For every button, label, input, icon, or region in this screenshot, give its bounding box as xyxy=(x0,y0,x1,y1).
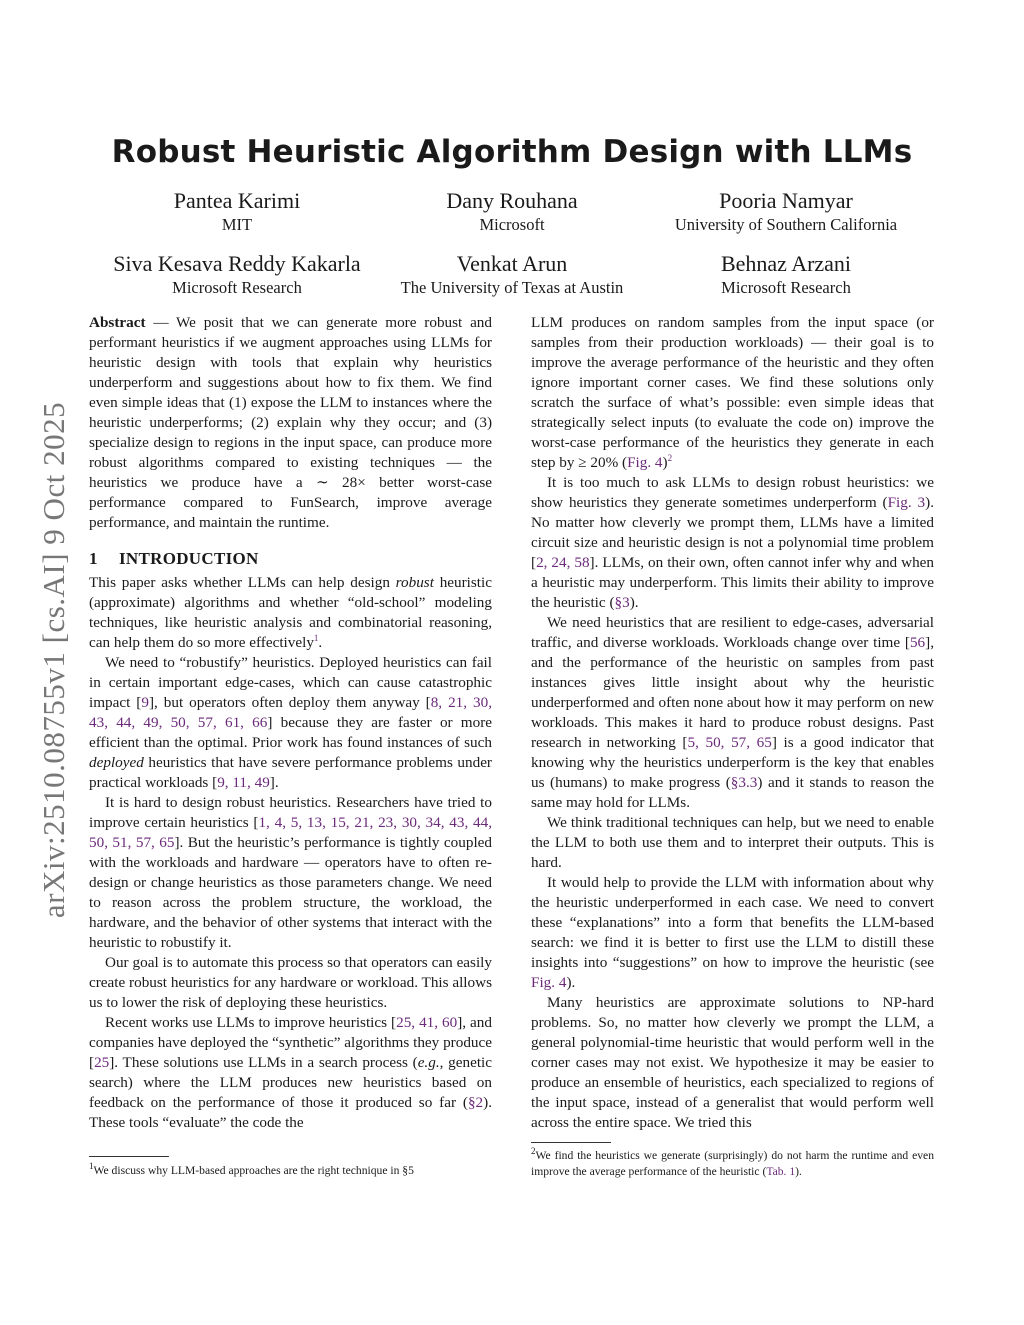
footnote-mark: 1 xyxy=(89,1161,94,1172)
section-title: INTRODUCTION xyxy=(119,549,259,568)
citation-link[interactable]: 56 xyxy=(909,634,926,651)
author-affiliation: Microsoft Research xyxy=(721,278,851,297)
section-heading-introduction xyxy=(89,549,492,569)
intro-paragraph-5: Recent works use LLMs to improve heuristics [25, 41, 60], and companies have deployed the “synthetic” algorithms they produce [25]. These solutions use LLMs in a search process (e.g., genetic search) where the LLM produces new heuristics based on feedback on the performance of those it produced so far (§2). These tools “evaluate” the code the xyxy=(89,1014,493,1131)
footnote-ref[interactable]: 1 xyxy=(313,632,319,643)
section-link[interactable]: §2 xyxy=(467,1094,484,1111)
footnote-text: We discuss why LLM-based approaches are the right technique in §5 xyxy=(93,1164,414,1177)
citation-link[interactable]: 1, 4, 5, 13, 15, 21, 23, 30, 34, 43, 44, 50, 51, 57, 65 xyxy=(89,814,492,851)
figure-link[interactable]: Fig. 4 xyxy=(627,454,663,471)
author-name: Dany Rouhana xyxy=(446,188,578,213)
intro-paragraph-4: Our goal is to automate this process so that operators can easily create robust heuristics for any hardware or workload. This allows us to lower the risk of deploying these heuristics. xyxy=(89,954,492,1011)
intro-paragraph-10: It would help to provide the LLM with information about why the heuristic underperformed in each case. We need to convert these “explanations” into a form that benefits the LLM-based search: we find it is better to first use the LLM to distill these insights into “suggestions” on how to improve the heuristic (see Fig. 4). xyxy=(531,874,934,991)
abstract xyxy=(89,313,492,533)
intro-paragraph-7: It is too much to ask LLMs to design robust heuristics: we show heuristics they generate sometimes underperform (Fig. 3). No matter how cleverly we prompt them, LLMs have a limited circuit size and heuristic design is not a polynomial time problem [2, 24, 58]. LLMs, on their own, often cannot infer why and when a heuristic may underperform. This limits their ability to improve the heuristic (§3). xyxy=(531,474,934,611)
footnote-1 xyxy=(89,1163,492,1179)
author-block xyxy=(392,188,632,236)
paper-title: Robust Heuristic Algorithm Design with LLMs xyxy=(111,134,913,170)
footnote-mark: 2 xyxy=(531,1146,536,1157)
abstract-label: Abstract xyxy=(89,314,146,331)
footnote-ref[interactable]: 2 xyxy=(667,452,673,463)
author-name: Behnaz Arzani xyxy=(720,251,852,276)
section-link[interactable]: §3 xyxy=(614,594,630,611)
footnote-rule xyxy=(531,1142,611,1143)
author-affiliation: Microsoft Research xyxy=(172,278,302,297)
intro-paragraph-3: It is hard to design robust heuristics. Researchers have tried to improve certain heuristics [1, 4, 5, 13, 15, 21, 23, 30, 34, 43, 44, 50, 51, 57, 65]. But the heuristic’s performance is tightly coupled with the workloads and hardware — operators have to often re-design or change heuristics as those parameters change. We need to reason across the problem structure, the workload, the hardware, and the behavior of other systems that interact with the heuristic to robustify it. xyxy=(89,794,493,951)
intro-paragraph-2: We need to “robustify” heuristics. Deployed heuristics can fail in certain important edge-cases, which can cause catastrophic impact [9], but operators often deploy them anyway [8, 21, 30, 43, 44, 49, 50, 57, 61, 66] because they are faster or more efficient than the optimal. Prior work has found instances of such deployed heuristics that have severe performance problems under practical workloads [9, 11, 49]. xyxy=(89,654,493,791)
author-affiliation: MIT xyxy=(221,215,253,234)
citation-link[interactable]: 9 xyxy=(141,694,149,711)
author-affiliation: Microsoft xyxy=(479,215,545,234)
author-block xyxy=(676,251,896,299)
citation-link[interactable]: 25 xyxy=(94,1054,110,1071)
citation-link[interactable]: 25, 41, 60 xyxy=(396,1014,458,1031)
footnote-2: $^2$We find the heuristics we generate (surprisingly) do not harm the runtime and even improve the average performance of the heuristic (Tab. 1). xyxy=(531,1146,934,1178)
footnote-rule xyxy=(89,1156,169,1157)
figure-link[interactable]: Fig. 4 xyxy=(531,974,567,991)
citation-link[interactable]: 9, 11, 49 xyxy=(217,774,270,791)
table-link[interactable]: Tab. 1 xyxy=(766,1165,796,1178)
right-column xyxy=(531,313,934,1133)
intro-paragraph-6: LLM produces on random samples from the input space (or samples from their production workloads) — their goal is to improve the average performance of the heuristic and they often ignore important corner cases. We find these solutions only scratch the surface of what’s possible: even simple ideas that strategically select inputs (to evaluate the code on) improve the worst-case performance of the heuristics they generate in each step by ≥ 20% (Fig. 4)$^2$ xyxy=(531,314,934,471)
author-block xyxy=(97,251,377,299)
citation-link[interactable]: 5, 50, 57, 65 xyxy=(687,734,772,751)
intro-paragraph-8: We need heuristics that are resilient to edge-cases, adversarial traffic, and diverse workloads. Workloads change over time [56], and the performance of the heuristic on samples from past instances gives little insight about why the heuristic underperformed and often none about how it may perform on new workloads. This makes it hard to produce robust designs. Past research in networking [5, 50, 57, 65] is a good indicator that knowing why the heuristics underperform is the key that enables us (humans) to make progress (§3.3) and it stands to reason the same may hold for LLMs. xyxy=(531,614,934,811)
author-block xyxy=(646,188,926,236)
intro-paragraph-9: We think traditional techniques can help, but we need to enable the LLM to both use them and to interpret their outputs. This is hard. xyxy=(531,814,934,871)
arxiv-stamp-text: arXiv:2510.08755v1 [cs.AI] 9 Oct 2025 xyxy=(36,401,71,919)
citation-link[interactable]: 2, 24, 58 xyxy=(536,554,590,571)
author-block xyxy=(372,251,652,299)
author-affiliation: The University of Texas at Austin xyxy=(400,278,624,297)
author-name: Siva Kesava Reddy Kakarla xyxy=(113,251,361,276)
author-name: Venkat Arun xyxy=(456,251,568,276)
abstract-text: — We posit that we can generate more robust and performant heuristics if we augment approaches using LLMs for heuristic design with tools that explain why heuristics underperform and suggestions about how to fix them. We find even simple ideas that (1) expose the LLM to instances where the heuristic underperforms; (2) explain why they occur; and (3) specialize design to regions in the input space, can produce more robust algorithms compared to existing techniques — the heuristics we produce have a ∼ 28× better worst-case performance compared to FunSearch, improve average performance, and maintain the runtime. xyxy=(89,314,492,531)
figure-link[interactable]: Fig. 3 xyxy=(887,494,926,511)
citation-link[interactable]: 8, 21, 30, 43, 44, 49, 50, 57, 61, 66 xyxy=(89,694,492,731)
author-affiliation: University of Southern California xyxy=(674,215,898,234)
section-link[interactable]: §3.3 xyxy=(730,774,758,791)
author-name: Pooria Namyar xyxy=(719,188,853,213)
left-column xyxy=(89,313,492,1133)
author-name: Pantea Karimi xyxy=(173,188,301,213)
section-number: 1 xyxy=(89,549,98,568)
intro-paragraph-1: This paper asks whether LLMs can help design robust heuristic (approximate) algorithms and whether “old-school” modeling techniques, like heuristic analysis and combinatorial reasoning, can help them do so more effectively$^1$. xyxy=(89,574,492,651)
intro-paragraph-11: Many heuristics are approximate solutions to NP-hard problems. So, no matter how cleverly we prompt the LLM, a general polynomial-time heuristic that would perform well in the corner cases may not exist. We hypothesize it may be easier to produce an ensemble of heuristics, each specialized to regions of the input space, instead of a generalist that would perform well across the entire space. We tried this xyxy=(531,994,934,1131)
author-block xyxy=(137,188,337,236)
